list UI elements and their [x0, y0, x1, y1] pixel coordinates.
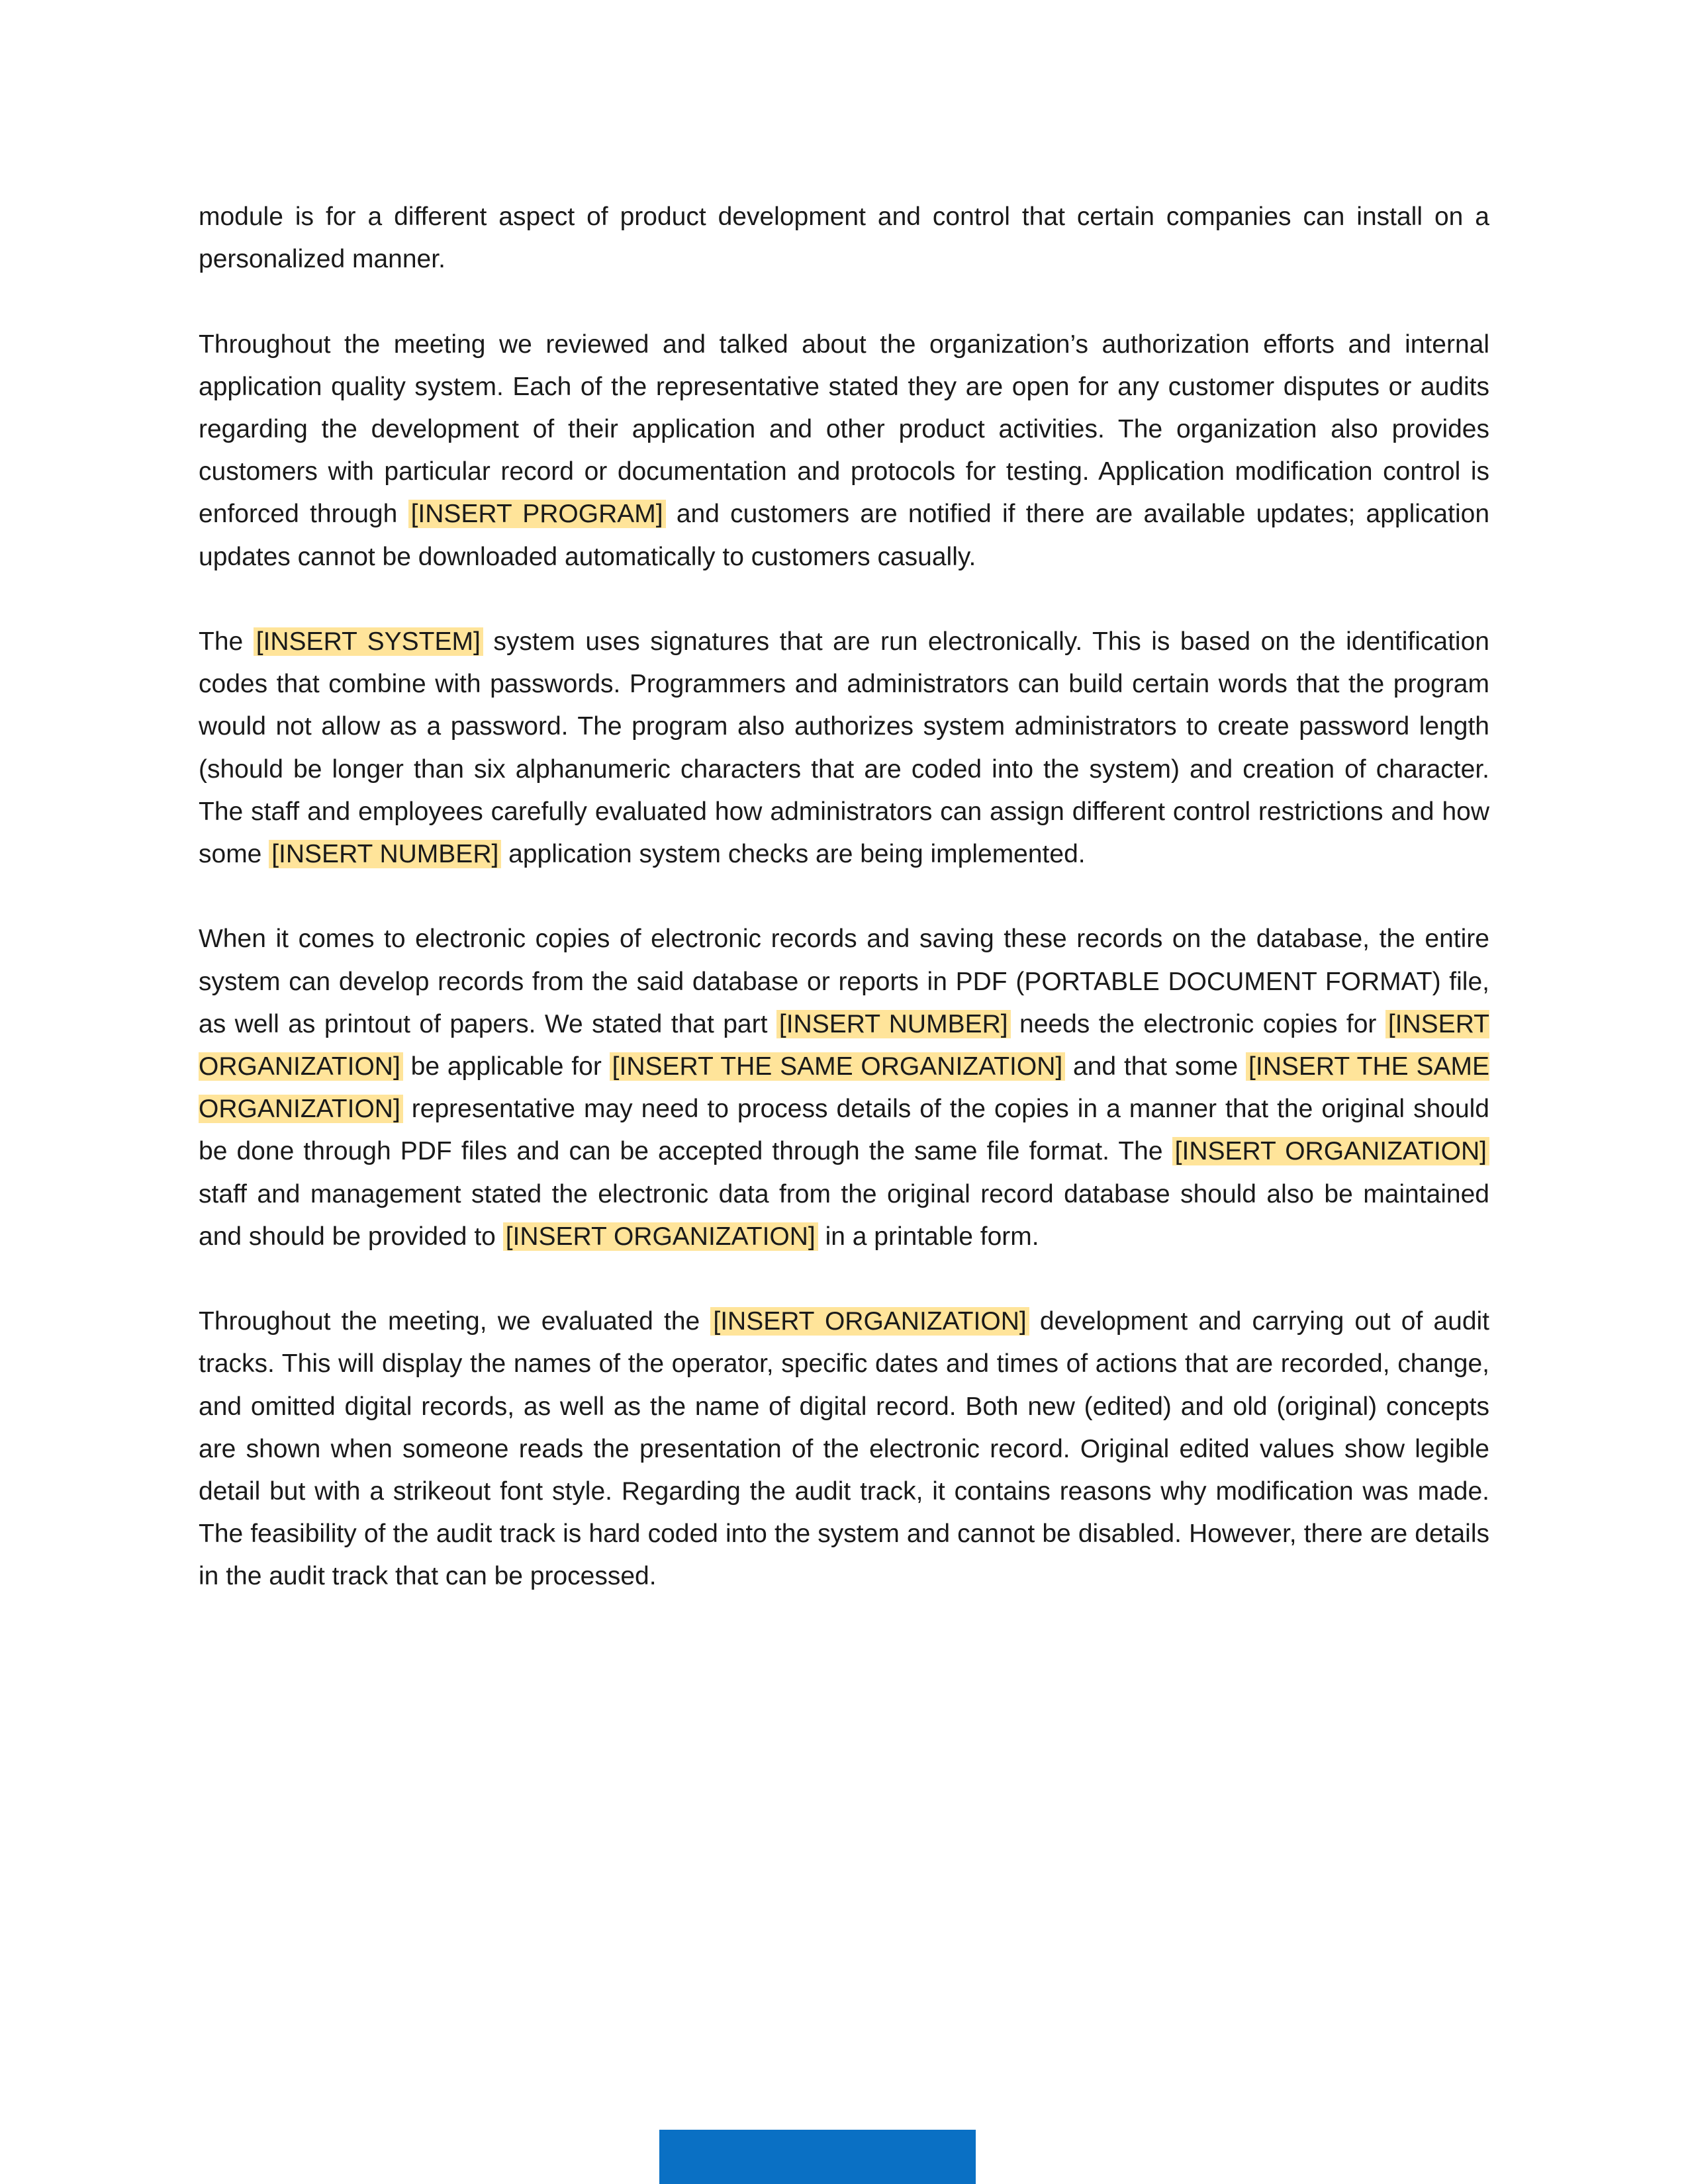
paragraph	[199, 196, 1489, 281]
paragraph-text: Throughout the meeting, we evaluated the	[199, 1307, 711, 1336]
placeholder-highlight: [INSERT NUMBER]	[776, 1010, 1011, 1038]
placeholder-highlight: [INSERT PROGRAM]	[408, 500, 666, 528]
paragraph-text: Throughout the meeting we reviewed and talked about the organization’s authorization efforts and internal application quality system. Each of the representative stated they are open for any customer disputes or audits regarding the development of their application and other product activities. The organization also provides customers with particular record or documentation and protocols for testing. Application modification control is enforced through	[199, 330, 1489, 529]
paragraph-text: representative may need to process details of the copies in a manner that the original should be done through PDF files and can be accepted through the same file format. The	[199, 1095, 1489, 1166]
placeholder-highlight: [INSERT ORGANIZATION]	[710, 1307, 1029, 1336]
paragraph-text: development and carrying out of audit tracks. This will display the names of the operator, specific dates and times of actions that are recorded, change, and omitted digital records, as well as the name of digital record. Both new (edited) and old (original) concepts are shown when someone reads the presentation of the electronic record. Original edited values show legible detail but with a strikeout font style. Regarding the audit track, it contains reasons why modification was made. The feasibility of the audit track is hard coded into the system and cannot be disabled. However, there are details in the audit track that can be processed.	[199, 1307, 1490, 1591]
paragraph-text: When it comes to electronic copies of electronic records and saving these records on the database, the entire system can develop records from the said database or reports in PDF (PORTABLE DOCUMENT FORMAT) file, as well as printout of papers. We stated that part	[199, 925, 1489, 1038]
paragraph-text: application system checks are being implemented.	[501, 840, 1086, 869]
placeholder-highlight: [INSERT ORGANIZATION]	[503, 1222, 818, 1251]
paragraph-text: be applicable for	[402, 1052, 610, 1081]
placeholder-highlight: [INSERT SYSTEM]	[254, 627, 483, 656]
paragraph-text: needs the electronic copies for	[1010, 1009, 1385, 1038]
placeholder-highlight: [INSERT THE SAME ORGANIZATION]	[199, 1052, 1489, 1124]
placeholder-highlight: [INSERT ORGANIZATION]	[1172, 1137, 1489, 1165]
footer-accent-bar	[659, 2130, 976, 2184]
placeholder-highlight: [INSERT NUMBER]	[269, 840, 501, 868]
paragraph-text: and customers are notified if there are available updates; application updates cannot be downloaded automatically to customers casually.	[199, 500, 1490, 571]
document-body	[199, 196, 1489, 1641]
paragraph	[199, 918, 1489, 1258]
paragraph-text: The	[199, 627, 254, 656]
placeholder-highlight: [INSERT ORGANIZATION]	[199, 1009, 1489, 1081]
paragraph	[199, 1300, 1489, 1598]
placeholder-highlight: [INSERT THE SAME ORGANIZATION]	[610, 1052, 1066, 1081]
paragraph-text: module is for a different aspect of product development and control that certain companies can install on a personalized manner.	[199, 203, 1489, 274]
paragraph-text: system uses signatures that are run electronically. This is based on the identification codes that combine with passwords. Programmers and administrators can build certain words that the program would not allow as a password. The program also authorizes system administrators to create password length (should be longer than six alphanumeric characters that are coded into the system) and creation of character. The staff and employees carefully evaluated how administrators can assign different control restrictions and how some	[199, 627, 1489, 869]
paragraph-text: staff and management stated the electronic data from the original record database should also be maintained and should be provided to	[199, 1179, 1489, 1251]
paragraph-text: in a printable form.	[818, 1222, 1039, 1251]
paragraph-text: and that some	[1065, 1052, 1246, 1081]
paragraph	[199, 324, 1489, 578]
paragraph	[199, 621, 1489, 876]
